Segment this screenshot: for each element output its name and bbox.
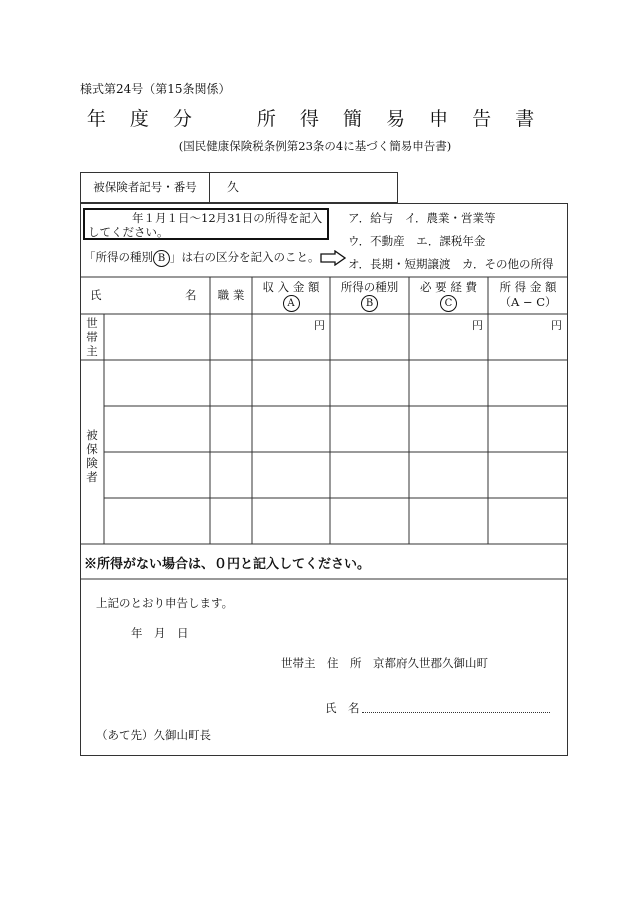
col-header-expense xyxy=(409,280,488,312)
col-header-type xyxy=(330,280,409,312)
income-type-note xyxy=(84,249,320,267)
circle-c-mark: C xyxy=(440,295,457,312)
period-note-line2: してください。 xyxy=(88,225,169,239)
circle-a-mark: A xyxy=(283,295,300,312)
col-header-type-label: 所得の種別 xyxy=(340,280,399,294)
col-header-earning-label: 所 得 金 額 xyxy=(499,280,557,294)
col-header-earning-formula: （A − C） xyxy=(499,295,557,309)
form-number: 様式第24号（第15条関係） xyxy=(80,82,231,96)
circle-b-mark: B xyxy=(361,295,378,312)
yen-unit-expense: 円 xyxy=(472,319,483,332)
insured-id-label: 被保険者記号・番号 xyxy=(81,173,210,202)
arrow-right-icon xyxy=(320,250,346,266)
col-header-expense-label: 必 要 経 費 xyxy=(420,280,477,294)
category-line-1: ア．給与 イ．農業・営業等 xyxy=(348,211,496,225)
form-title: 年 度 分 所 得 簡 易 申 告 書 xyxy=(86,108,544,130)
addressee: （あて先）久御山町長 xyxy=(96,728,211,742)
yen-unit-earning: 円 xyxy=(551,319,562,332)
name-signature-line[interactable] xyxy=(362,711,550,713)
address-field[interactable]: 世帯主 住 所 京都府久世郡久御山町 xyxy=(281,656,488,670)
insured-id-field[interactable]: 久 xyxy=(227,180,240,194)
col-header-income-label: 収 入 金 額 xyxy=(262,280,320,294)
col-header-earning xyxy=(488,280,568,310)
row-label-household-head: 世帯主 xyxy=(86,316,98,358)
col-header-name-b: 名 xyxy=(185,288,197,302)
date-field[interactable]: 年 月 日 xyxy=(131,626,189,640)
period-note-box xyxy=(83,208,329,240)
col-header-income xyxy=(252,280,330,312)
declaration-text: 上記のとおり申告します。 xyxy=(96,596,234,610)
name-label: 氏 名 xyxy=(325,701,360,715)
category-line-3: オ．長期・短期譲渡 カ．その他の所得 xyxy=(348,257,554,271)
yen-unit-income: 円 xyxy=(314,319,325,332)
category-line-2: ウ．不動産 エ．課税年金 xyxy=(348,234,486,248)
income-type-note-prefix: 「所得の種別 xyxy=(84,250,153,264)
income-type-note-suffix: 」は右の区分を記入のこと。 xyxy=(170,250,320,264)
col-header-job: 職 業 xyxy=(217,288,245,302)
no-income-note: ※所得がない場合は、０円と記入してください。 xyxy=(84,557,371,572)
col-header-name-a: 氏 xyxy=(90,288,102,302)
period-note-line1: 年１月１日〜12月31日の所得を記入 xyxy=(132,211,323,225)
form-subtitle: (国民健康保険税条例第23条の4に基づく簡易申告書) xyxy=(178,139,452,153)
row-label-insured: 被保険者 xyxy=(86,428,98,484)
circle-b-mark: B xyxy=(153,250,170,267)
